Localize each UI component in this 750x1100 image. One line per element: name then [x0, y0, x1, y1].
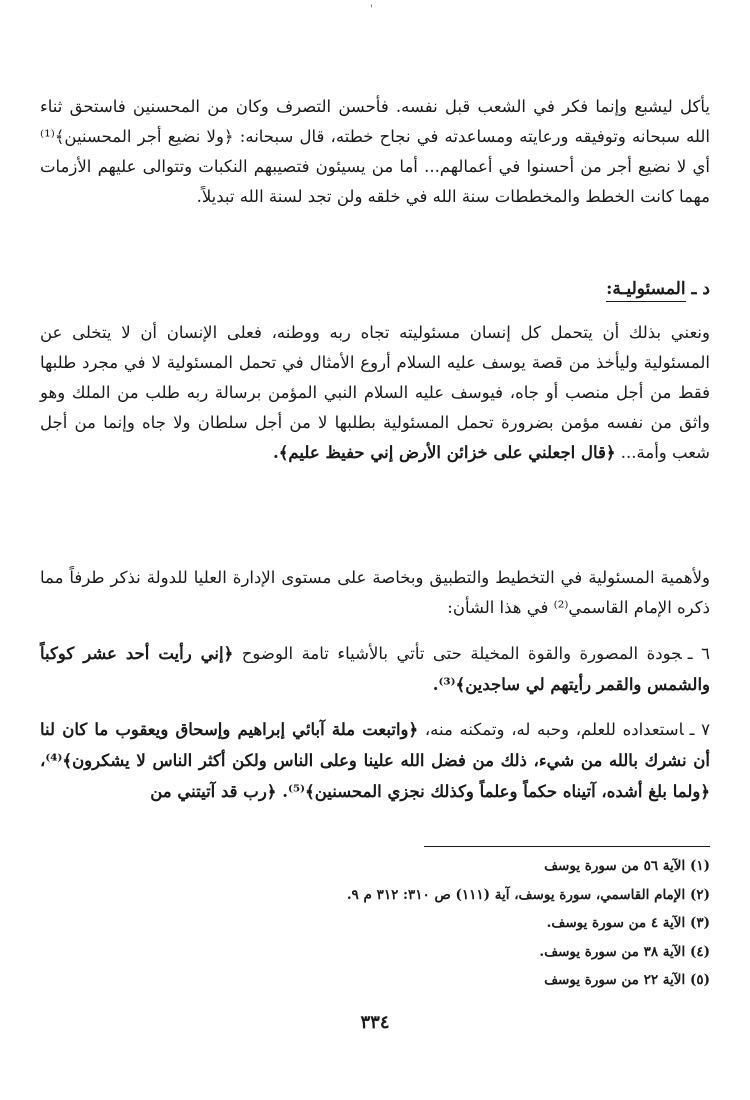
page-number: ٣٣٤ — [360, 1012, 390, 1033]
section-heading — [40, 276, 710, 302]
list-item — [40, 638, 710, 700]
item-text: جودة المصورة والقوة المخيلة حتى تأتي بالأشياء تامة الوضوح — [233, 644, 682, 663]
footnote-item: (٥) الآية ٢٢ من سورة يوسف — [544, 972, 710, 988]
item-text: استعداده للعلم، وحبه له، وتمكنه منه، — [418, 720, 684, 739]
section-heading-prefix: د ـ — [691, 279, 710, 299]
footnotes — [40, 852, 710, 995]
list-item — [40, 714, 710, 807]
quran-quote: ﴿قال اجعلني على خزائن الأرض إني حفيظ عليم﴾. — [273, 443, 616, 462]
footnote-item: (١) الآية ٥٦ من سورة يوسف — [544, 858, 710, 874]
paragraph-responsibility — [40, 318, 710, 468]
quran-quote: ﴿إني رأيت أحد عشر كوكباً والشمس والقمر رأيتهم لي ساجدين﴾⁽³⁾. — [40, 644, 710, 694]
footnote-item: (٢) الإمام القاسمي، سورة يوسف، آية (١١١) ص ٣١٠: ٣١٢ م ٩. — [346, 886, 710, 903]
item-number: ٦ ـ — [687, 644, 710, 663]
quran-quote: ﴿واتبعت ملة آبائي إبراهيم وإسحاق ويعقوب ما كان لنا أن نشرك بالله من شيء، ذلك من فضل الله علينا وعلى الناس ولكن أكثر الناس لا يشكرون﴾⁽⁴⁾، ﴿ولما بلغ أشده، آتيناه حكماً وعلماً وكذلك نجزي المحسنين﴾⁽⁵⁾. ﴿رب قد آتيتني من — [40, 720, 710, 801]
paragraph-responsibility-text: ونعني بذلك أن يتحمل كل إنسان مسئوليته تجاه ربه ووطنه، فعلى الإنسان أن لا يتخلى عن المسئولية وليأخذ من قصة يوسف عليه السلام أروع الأمثال في تحمل المسئولية لا في مجرد طلبها فقط من أجل منصب أو جاه، فيوسف عليه السلام النبي المؤمن برسالة ربه طلب من الملك وهو واثق من نفسه مؤمن بضرورة تحمل المسئولية بطلبها لا من أجل سلطان ولا جاه وإنما من أجل شعب وأمة... — [40, 323, 710, 462]
paragraph-importance: ولأهمية المسئولية في التخطيط والتطبيق وبخاصة على مستوى الإدارة العليا للدولة نذكر طرفاً مما ذكره الإمام القاسمي⁽²⁾ في هذا الشأن: — [40, 568, 710, 617]
footnote-item: (٤) الآية ٣٨ من سورة يوسف. — [539, 943, 710, 960]
section-heading-label: المسئوليـة: — [606, 279, 686, 302]
scan-mark: ' — [370, 4, 373, 15]
paragraph-top: يأكل ليشبع وإنما فكر في الشعب قبل نفسه. فأحسن التصرف وكان من المحسنين فاستحق ثناء الله سبحانه وتوفيقه ورعايته ومساعدته في نجاح خطته، قال سبحانه: ﴿ولا نضيع أجر المحسنين﴾⁽¹⁾ أي لا نضيع أجر من أحسنوا في أعمالهم... أما من يسيئون فتصيبهم النكبات وتتوالى عليهم الأزمات مهما كانت الخطط والمخططات سنة الله في خلقه ولن تجد لسنة الله تبديلاً. — [40, 97, 710, 206]
item-number: ٧ ـ — [689, 720, 710, 739]
footnote-item: (٣) الآية ٤ من سورة يوسف. — [546, 915, 710, 931]
footnote-divider — [424, 846, 710, 847]
